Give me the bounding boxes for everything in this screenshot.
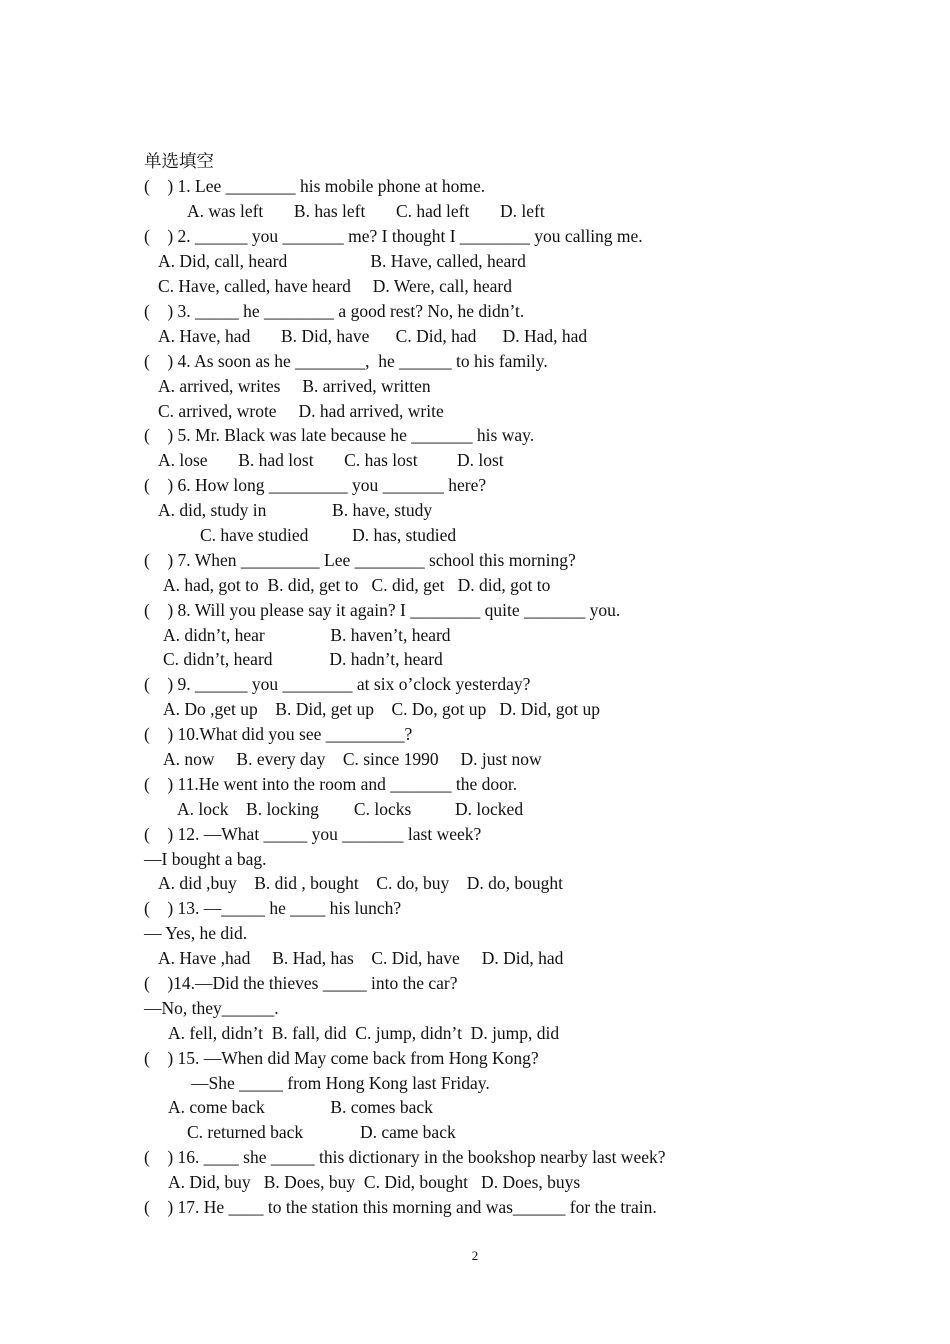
question-8-options-b: C. didn’t, heard D. hadn’t, heard	[163, 649, 443, 669]
question-9-options: A. Do ,get up B. Did, get up C. Do, got up D. Did, got up	[163, 699, 601, 719]
question-1-options: A. was left B. has left C. had left D. left	[187, 201, 545, 221]
question-7-options: A. had, got to B. did, get to C. did, get D. did, got to	[163, 575, 551, 595]
question-15-options-a: A. come back B. comes back	[168, 1097, 433, 1117]
question-4-options-b: C. arrived, wrote D. had arrived, write	[158, 401, 444, 421]
question-13: ( ) 13. —_____ he ____ his lunch?	[144, 898, 402, 918]
question-2-options-a: A. Did, call, heard B. Have, called, heard	[158, 251, 526, 271]
question-14-answer: —No, they______.	[144, 998, 279, 1018]
question-15-options-b: C. returned back D. came back	[187, 1122, 456, 1142]
question-5-options: A. lose B. had lost C. has lost D. lost	[158, 450, 504, 470]
question-15: ( ) 15. —When did May come back from Hong Kong?	[144, 1048, 539, 1068]
question-2-options-b: C. Have, called, have heard D. Were, call, heard	[158, 276, 512, 296]
question-1: ( ) 1. Lee ________ his mobile phone at home.	[144, 176, 486, 196]
question-13-options: A. Have ,had B. Had, has C. Did, have D. Did, had	[158, 948, 564, 968]
question-10-options: A. now B. every day C. since 1990 D. just now	[163, 749, 542, 769]
question-12-options: A. did ,buy B. did , bought C. do, buy D. do, bought	[158, 873, 563, 893]
question-16-options: A. Did, buy B. Does, buy C. Did, bought D. Does, buys	[168, 1172, 581, 1192]
question-3-options: A. Have, had B. Did, have C. Did, had D. Had, had	[158, 326, 588, 346]
question-6: ( ) 6. How long _________ you _______ here?	[144, 475, 487, 495]
question-16: ( ) 16. ____ she _____ this dictionary in the bookshop nearby last week?	[144, 1147, 666, 1167]
question-4: ( ) 4. As soon as he ________, he ______ to his family.	[144, 351, 548, 371]
question-2: ( ) 2. ______ you _______ me? I thought I ________ you calling me.	[144, 226, 643, 246]
question-4-options-a: A. arrived, writes B. arrived, written	[158, 376, 431, 396]
question-17: ( ) 17. He ____ to the station this morning and was______ for the train.	[144, 1197, 657, 1217]
question-6-options-b: C. have studied D. has, studied	[200, 525, 457, 545]
question-15-answer: —She _____ from Hong Kong last Friday.	[191, 1073, 490, 1093]
question-3: ( ) 3. _____ he ________ a good rest? No, he didn’t.	[144, 301, 525, 321]
question-5: ( ) 5. Mr. Black was late because he _______ his way.	[144, 425, 535, 445]
section-title: 单选填空	[144, 151, 214, 171]
question-11-options: A. lock B. locking C. locks D. locked	[177, 799, 524, 819]
question-8-options-a: A. didn’t, hear B. haven’t, heard	[163, 625, 451, 645]
question-12: ( ) 12. —What _____ you _______ last week?	[144, 824, 482, 844]
question-12-answer: —I bought a bag.	[144, 849, 267, 869]
question-10: ( ) 10.What did you see _________?	[144, 724, 413, 744]
question-14: ( )14.—Did the thieves _____ into the car?	[144, 973, 458, 993]
question-14-options: A. fell, didn’t B. fall, did C. jump, didn’t D. jump, did	[168, 1023, 560, 1043]
question-6-options-a: A. did, study in B. have, study	[158, 500, 433, 520]
page-number: 2	[471, 1248, 479, 1263]
question-7: ( ) 7. When _________ Lee ________ school this morning?	[144, 550, 576, 570]
question-8: ( ) 8. Will you please say it again? I ________ quite _______ you.	[144, 600, 621, 620]
question-11: ( ) 11.He went into the room and _______ the door.	[144, 774, 518, 794]
question-9: ( ) 9. ______ you ________ at six o’clock yesterday?	[144, 674, 531, 694]
question-13-answer: — Yes, he did.	[144, 923, 248, 943]
